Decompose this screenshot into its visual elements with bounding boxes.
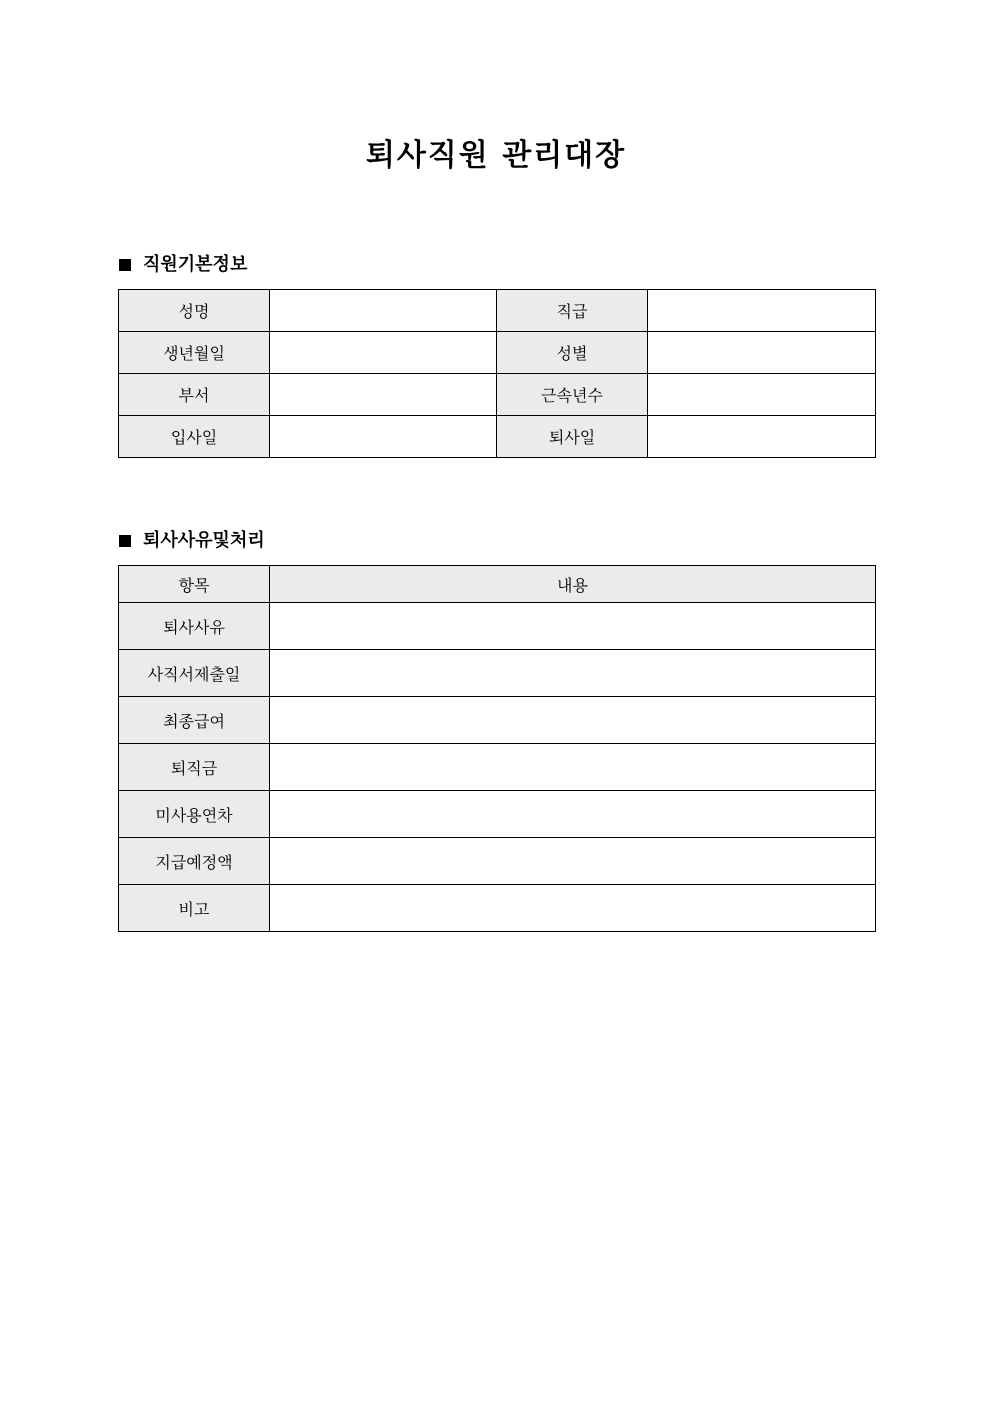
item-label: 지급예정액 (119, 838, 270, 885)
item-label: 비고 (119, 885, 270, 932)
birthdate-field[interactable] (270, 332, 497, 374)
item-label: 미사용연차 (119, 791, 270, 838)
section-heading-label: 퇴사사유및처리 (143, 530, 265, 551)
section-heading-basic-info (119, 253, 247, 277)
hire-date-field[interactable] (270, 416, 497, 458)
gender-field[interactable] (648, 332, 876, 374)
table-header-row (119, 566, 876, 603)
field-label: 입사일 (119, 416, 270, 458)
field-label: 성명 (119, 290, 270, 332)
square-bullet-icon (119, 535, 131, 547)
table-row (119, 650, 876, 697)
table-row (119, 374, 876, 416)
table-row (119, 603, 876, 650)
unused-leave-field[interactable] (270, 791, 876, 838)
field-label: 직급 (497, 290, 648, 332)
table-row (119, 697, 876, 744)
position-field[interactable] (648, 290, 876, 332)
square-bullet-icon (119, 259, 131, 271)
table-row (119, 332, 876, 374)
table-row (119, 744, 876, 791)
field-label: 생년월일 (119, 332, 270, 374)
table-row (119, 791, 876, 838)
scheduled-payment-field[interactable] (270, 838, 876, 885)
resignation-reason-field[interactable] (270, 603, 876, 650)
resignation-date-field[interactable] (648, 416, 876, 458)
item-label: 사직서제출일 (119, 650, 270, 697)
final-salary-field[interactable] (270, 697, 876, 744)
resignation-letter-date-field[interactable] (270, 650, 876, 697)
table-row (119, 838, 876, 885)
table-row (119, 416, 876, 458)
field-label: 성별 (497, 332, 648, 374)
field-label: 근속년수 (497, 374, 648, 416)
department-field[interactable] (270, 374, 497, 416)
section-heading-label: 직원기본정보 (143, 254, 248, 275)
resignation-reason-table (118, 565, 876, 932)
name-field[interactable] (270, 290, 497, 332)
severance-pay-field[interactable] (270, 744, 876, 791)
item-label: 최종급여 (119, 697, 270, 744)
years-of-service-field[interactable] (648, 374, 876, 416)
item-label: 퇴직금 (119, 744, 270, 791)
employee-basic-info-table (118, 289, 876, 458)
table-row (119, 885, 876, 932)
field-label: 퇴사일 (497, 416, 648, 458)
column-header-content: 내용 (270, 566, 876, 603)
column-header-item: 항목 (119, 566, 270, 603)
field-label: 부서 (119, 374, 270, 416)
remarks-field[interactable] (270, 885, 876, 932)
item-label: 퇴사사유 (119, 603, 270, 650)
section-heading-resignation (119, 529, 265, 553)
table-row (119, 290, 876, 332)
document-title: 퇴사직원 관리대장 (365, 138, 627, 173)
